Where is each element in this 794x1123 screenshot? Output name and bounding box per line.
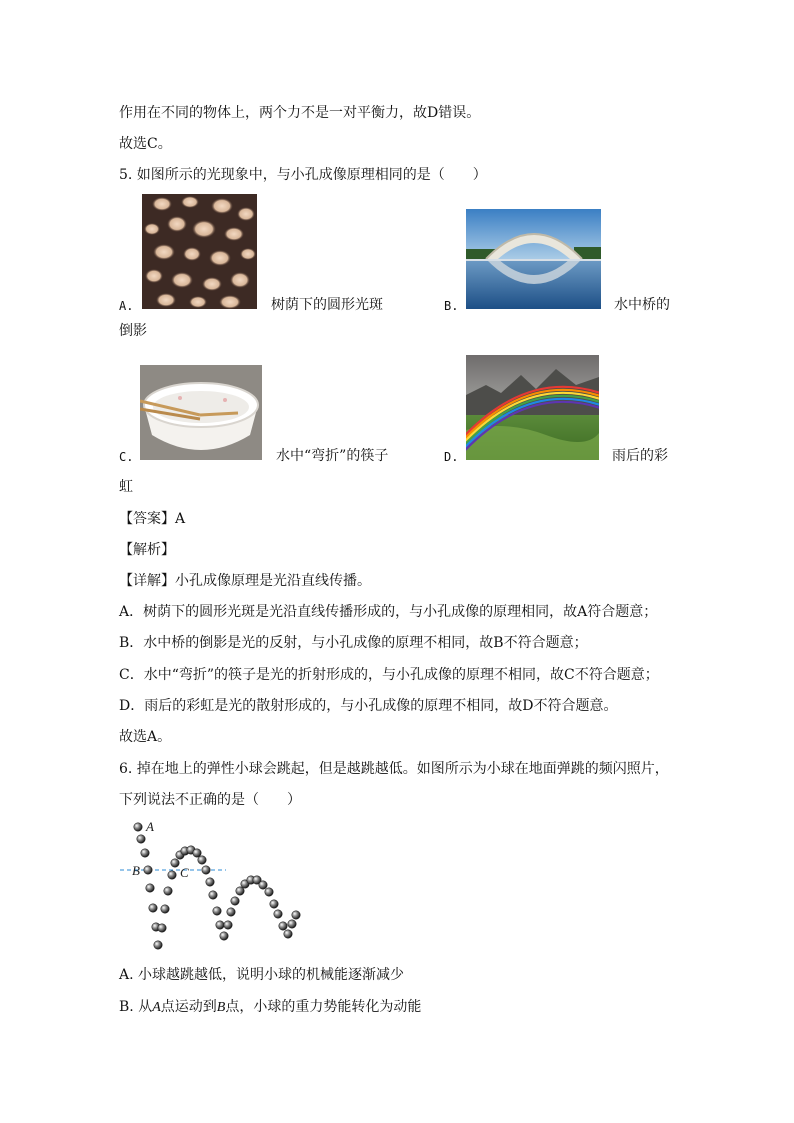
explanation-b: B．水中桥的倒影是光的反射，与小孔成像的原理不相同，故B不符合题意； — [119, 635, 588, 651]
analysis-label: 【解析】 — [119, 542, 175, 558]
option-b-caption: 水中桥的 — [614, 297, 670, 313]
image-tree-shade-light-spots — [142, 194, 257, 309]
text-line: 故选C。 — [119, 136, 172, 152]
option-c-label: C. — [119, 450, 134, 464]
choose-answer: 故选A。 — [119, 729, 172, 745]
option-6b: B. 从A点运动到B点，小球的重力势能转化为动能 — [119, 999, 422, 1015]
figure-bouncing-ball — [118, 815, 308, 955]
label-point-c: C — [180, 865, 189, 880]
detail-text: 【详解】小孔成像原理是光沿直线传播。 — [119, 573, 371, 589]
question-6-line2: 下列说法不正确的是（ ） — [119, 792, 301, 808]
option-c-caption: 水中“弯折”的筷子 — [276, 448, 389, 464]
option-b-caption-wrap: 倒影 — [119, 323, 147, 339]
image-bridge-reflection — [466, 209, 601, 309]
option-d-caption-wrap: 虹 — [119, 479, 133, 495]
answer-label: 【答案】A — [119, 511, 186, 527]
label-point-a: A — [146, 819, 154, 834]
option-a-caption: 树荫下的圆形光斑 — [271, 297, 383, 313]
explanation-c: C．水中“弯折”的筷子是光的折射形成的，与小孔成像的原理不相同，故C不符合题意； — [119, 667, 659, 683]
option-d-caption: 雨后的彩 — [612, 448, 668, 464]
option-d-label: D. — [444, 450, 459, 464]
label-point-b: B — [132, 863, 140, 878]
question-6-line1: 6. 掉在地上的弹性小球会跳起，但是越跳越低。如图所示为小球在地面弹跳的频闪照片， — [119, 761, 669, 777]
explanation-d: D．雨后的彩虹是光的散射形成的，与小孔成像的原理不相同，故D不符合题意。 — [119, 698, 618, 714]
question-5: 5. 如图所示的光现象中，与小孔成像原理相同的是（ ） — [119, 167, 487, 183]
image-bent-chopsticks-bowl — [140, 365, 262, 460]
option-6a: A. 小球越跳越低，说明小球的机械能逐渐减少 — [119, 967, 405, 983]
option-b-label: B. — [444, 299, 459, 313]
option-a-label: A. — [119, 299, 134, 313]
text-line: 作用在不同的物体上，两个力不是一对平衡力，故D错误。 — [119, 105, 481, 121]
image-rainbow-after-rain — [466, 355, 599, 460]
explanation-a: A．树荫下的圆形光斑是光沿直线传播形成的，与小孔成像的原理相同，故A符合题意； — [119, 604, 658, 620]
